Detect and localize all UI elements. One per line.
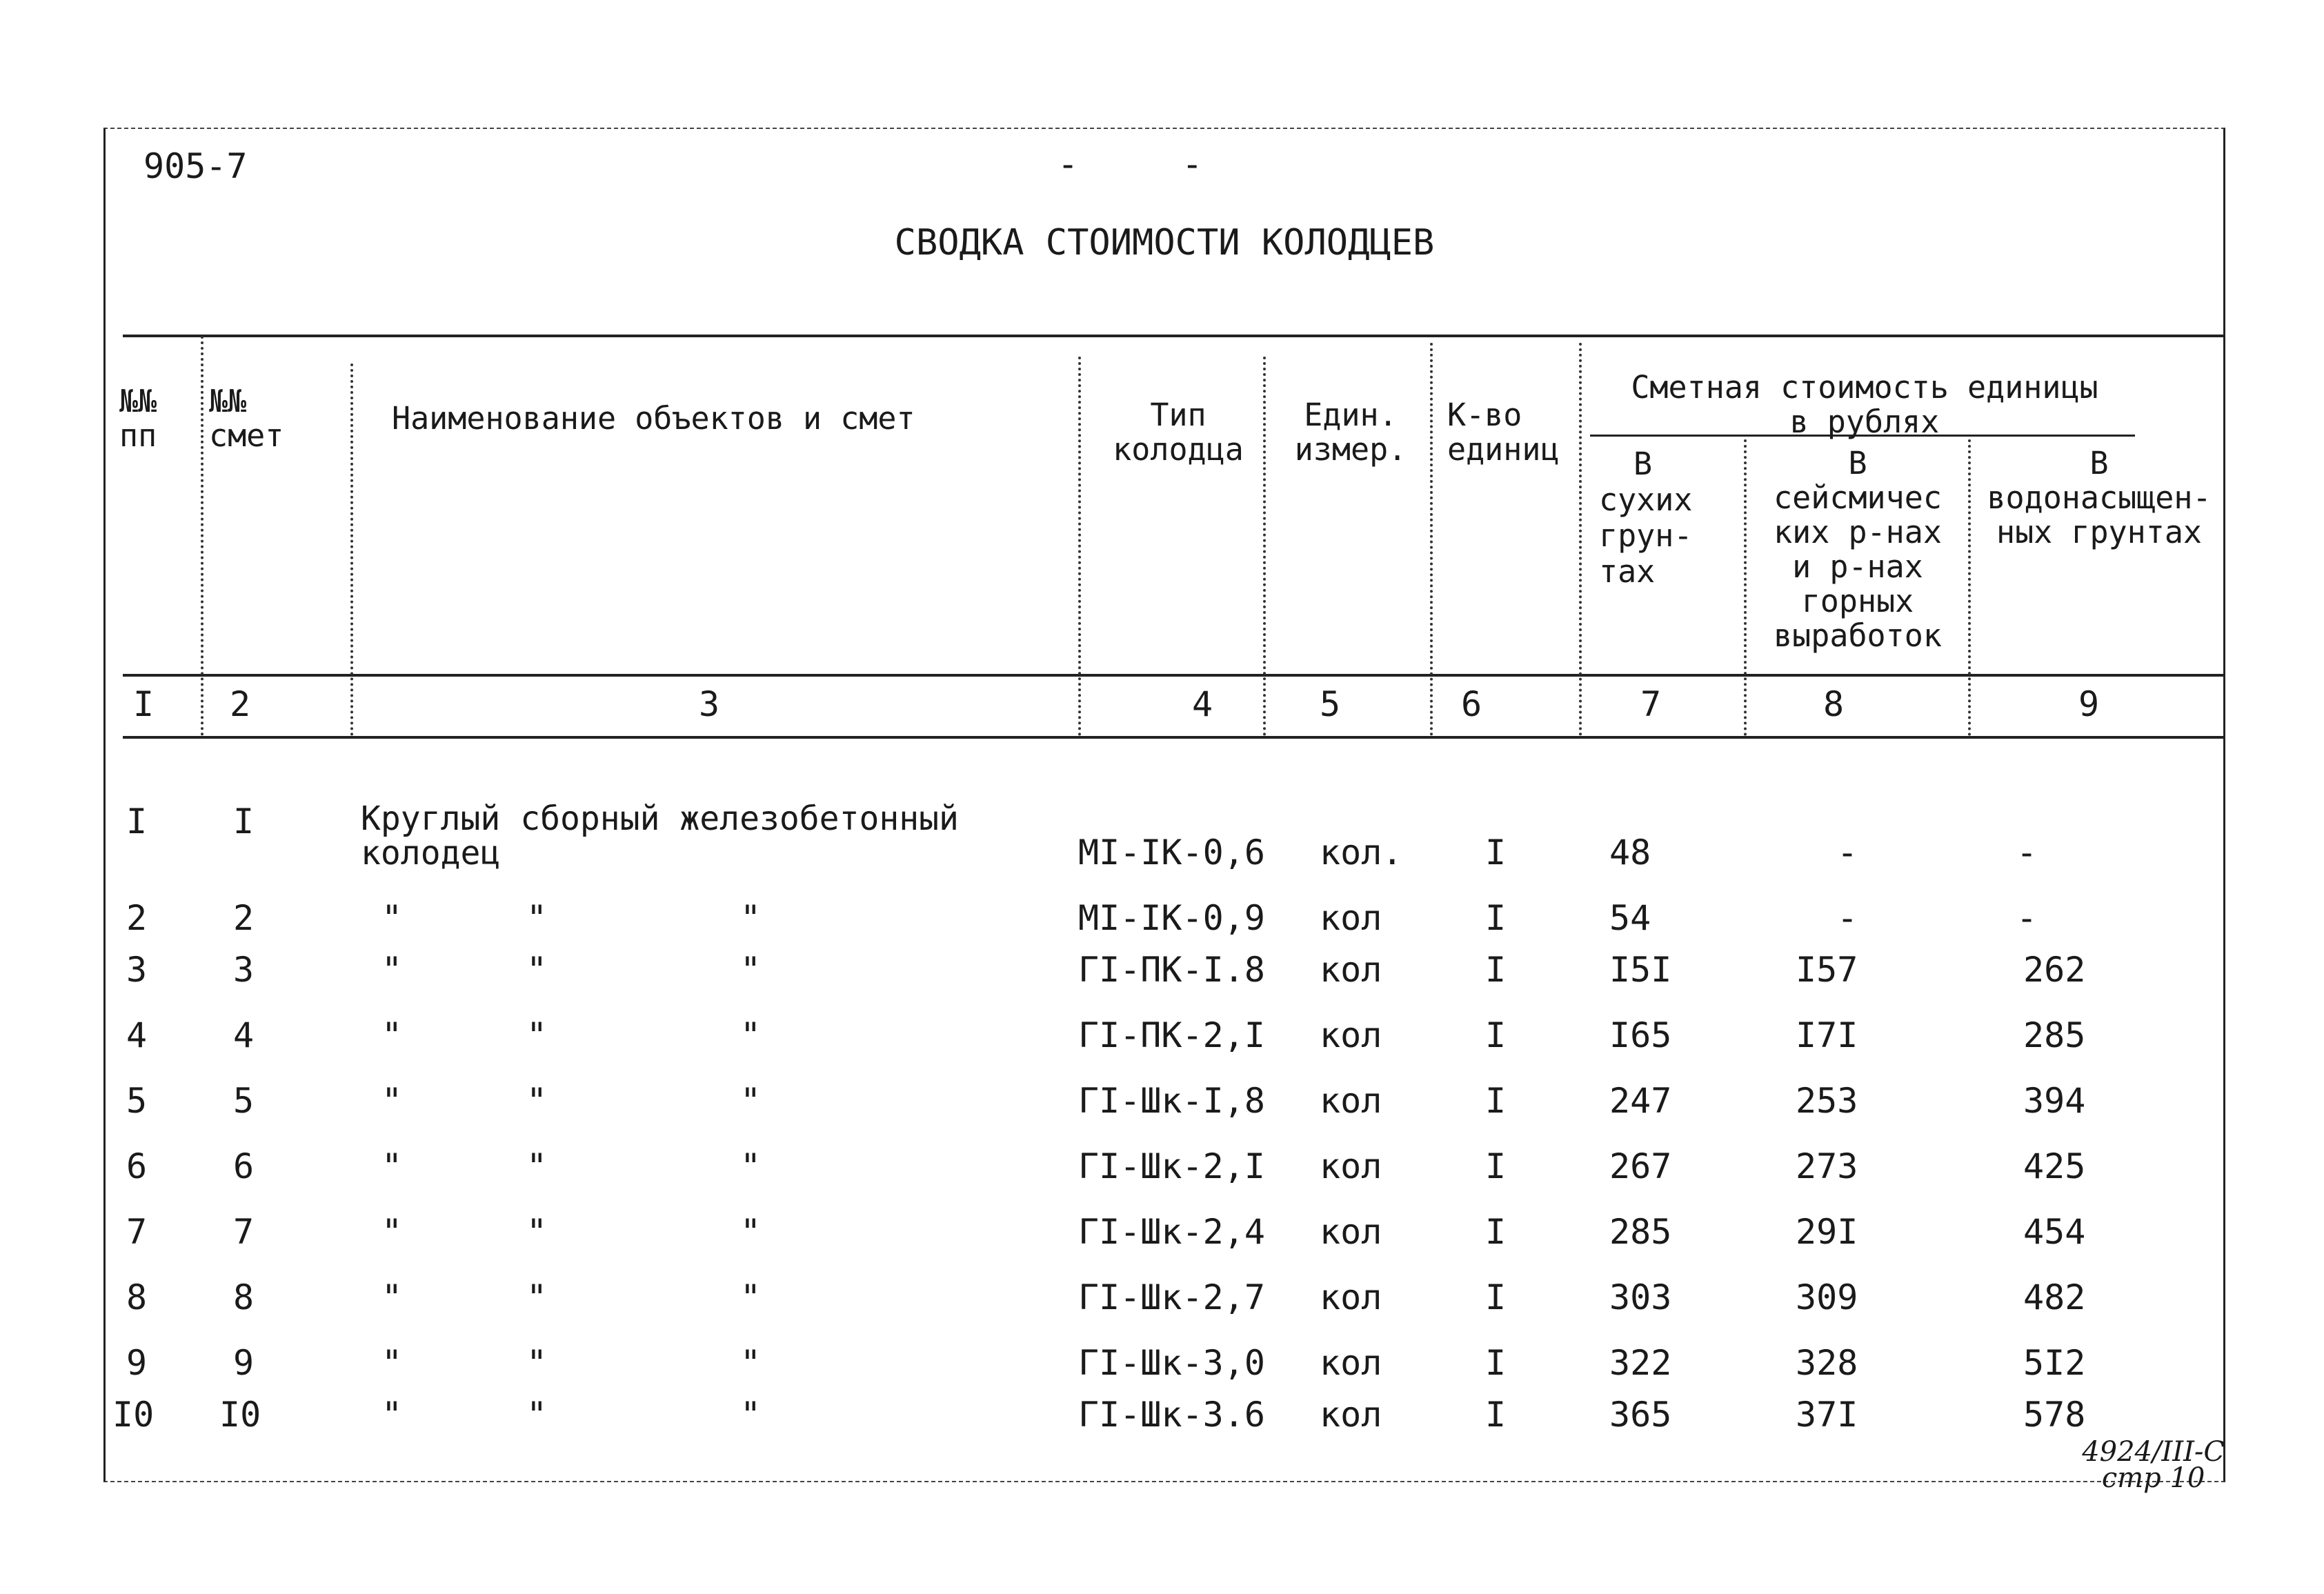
cost-dry: I65 bbox=[1609, 1015, 1672, 1055]
ditto-mark: " bbox=[740, 1343, 762, 1383]
ditto-mark: " bbox=[381, 950, 403, 990]
table-row bbox=[106, 799, 2223, 873]
ditto-mark: " bbox=[740, 1212, 762, 1252]
cost-wet: 482 bbox=[2023, 1277, 2086, 1317]
table-row bbox=[106, 1395, 2223, 1443]
cost-seismic: 37I bbox=[1796, 1395, 1858, 1435]
cost-seismic: 309 bbox=[1796, 1277, 1858, 1317]
quantity: I bbox=[1485, 950, 1507, 990]
ditto-mark: " bbox=[381, 898, 403, 938]
document-sheet bbox=[103, 128, 2225, 1494]
row-number: I bbox=[126, 801, 148, 841]
unit: кол. bbox=[1320, 833, 1403, 873]
cost-seismic: I7I bbox=[1796, 1015, 1858, 1055]
quantity: I bbox=[1485, 898, 1507, 938]
table-row bbox=[106, 1343, 2223, 1391]
column-number: 2 bbox=[230, 684, 251, 724]
table-row bbox=[106, 950, 2223, 998]
cost-seismic: 29I bbox=[1796, 1212, 1858, 1252]
header-dashes: - - bbox=[1057, 144, 1244, 184]
estimate-number: 9 bbox=[233, 1343, 255, 1383]
cost-dry: 285 bbox=[1609, 1212, 1672, 1252]
ditto-mark: " bbox=[526, 1146, 548, 1186]
ditto-mark: " bbox=[526, 950, 548, 990]
ditto-mark: " bbox=[526, 1343, 548, 1383]
ditto-mark: " bbox=[740, 1081, 762, 1121]
well-type: ГI-ПК-2,I bbox=[1078, 1015, 1265, 1055]
ditto-mark: " bbox=[740, 1146, 762, 1186]
cost-wet: - bbox=[2016, 898, 2038, 938]
col-separator bbox=[1744, 439, 1747, 736]
cost-dry: I5I bbox=[1609, 950, 1672, 990]
ditto-mark: " bbox=[740, 1277, 762, 1317]
cost-seismic: 328 bbox=[1796, 1343, 1858, 1383]
table-row bbox=[106, 898, 2223, 946]
cost-wet: - bbox=[2016, 833, 2038, 873]
table-row bbox=[106, 1015, 2223, 1064]
table-top-rule bbox=[123, 335, 2223, 337]
col-separator bbox=[1263, 357, 1266, 736]
well-type: ГI-Шк-3,0 bbox=[1078, 1343, 1265, 1383]
estimate-number: 2 bbox=[233, 898, 255, 938]
row-number: 6 bbox=[126, 1146, 148, 1186]
sheet-stamp: 4924/III-С стр 10 bbox=[2082, 1436, 2225, 1494]
ditto-mark: " bbox=[381, 1081, 403, 1121]
object-name: Круглый сборный железобетонный колодец bbox=[361, 799, 959, 873]
well-type: ГI-Шк-3.6 bbox=[1078, 1395, 1265, 1435]
cost-seismic: - bbox=[1837, 898, 1858, 938]
cost-dry: 365 bbox=[1609, 1395, 1672, 1435]
cost-dry: 267 bbox=[1609, 1146, 1672, 1186]
column-number: 9 bbox=[2078, 684, 2100, 724]
ditto-mark: " bbox=[526, 1277, 548, 1317]
column-number: 8 bbox=[1823, 684, 1845, 724]
cost-seismic: 253 bbox=[1796, 1081, 1858, 1121]
ditto-mark: " bbox=[526, 1081, 548, 1121]
ditto-mark: " bbox=[381, 1212, 403, 1252]
cost-dry: 247 bbox=[1609, 1081, 1672, 1121]
estimate-number: I bbox=[233, 801, 255, 841]
cost-seismic: - bbox=[1837, 833, 1858, 873]
column-number: I bbox=[133, 684, 155, 724]
column-number: 4 bbox=[1192, 684, 1213, 724]
well-type: ГI-Шк-2,I bbox=[1078, 1146, 1265, 1186]
unit: кол bbox=[1320, 1081, 1382, 1121]
row-number: 4 bbox=[126, 1015, 148, 1055]
ditto-mark: " bbox=[526, 898, 548, 938]
header-water-saturated: В водонасыщен- ных грунтах bbox=[1987, 445, 2212, 550]
unit: кол bbox=[1320, 1395, 1382, 1435]
table-row bbox=[106, 1146, 2223, 1195]
row-number: 2 bbox=[126, 898, 148, 938]
col-separator bbox=[1968, 439, 1971, 736]
ditto-mark: " bbox=[740, 898, 762, 938]
estimate-number: 8 bbox=[233, 1277, 255, 1317]
row-number: I0 bbox=[112, 1395, 155, 1435]
unit: кол bbox=[1320, 898, 1382, 938]
unit: кол bbox=[1320, 1146, 1382, 1186]
cost-wet: 5I2 bbox=[2023, 1343, 2086, 1383]
unit: кол bbox=[1320, 1212, 1382, 1252]
estimate-number: 3 bbox=[233, 950, 255, 990]
ditto-mark: " bbox=[381, 1395, 403, 1435]
header-well-type: Тип колодца bbox=[1113, 397, 1244, 468]
cost-wet: 262 bbox=[2023, 950, 2086, 990]
column-number: 6 bbox=[1461, 684, 1482, 724]
header-dry-soils: В сухих грун- тах bbox=[1599, 446, 1693, 590]
well-type: ГI-ПК-I.8 bbox=[1078, 950, 1265, 990]
cost-seismic: I57 bbox=[1796, 950, 1858, 990]
unit: кол bbox=[1320, 950, 1382, 990]
quantity: I bbox=[1485, 1277, 1507, 1317]
row-number: 5 bbox=[126, 1081, 148, 1121]
cost-dry: 48 bbox=[1609, 833, 1651, 873]
column-number: 7 bbox=[1640, 684, 1662, 724]
estimate-number: 6 bbox=[233, 1146, 255, 1186]
column-number-rule bbox=[123, 736, 2223, 739]
col-separator bbox=[201, 336, 203, 736]
row-number: 7 bbox=[126, 1212, 148, 1252]
estimate-number: 7 bbox=[233, 1212, 255, 1252]
well-type: ГI-Шк-I,8 bbox=[1078, 1081, 1265, 1121]
cost-seismic: 273 bbox=[1796, 1146, 1858, 1186]
header-estimate-number: №№ смет bbox=[209, 383, 284, 454]
quantity: I bbox=[1485, 1081, 1507, 1121]
header-unit: Един. измер. bbox=[1294, 397, 1407, 468]
row-number: 8 bbox=[126, 1277, 148, 1317]
ditto-mark: " bbox=[740, 950, 762, 990]
unit: кол bbox=[1320, 1277, 1382, 1317]
estimate-number: 5 bbox=[233, 1081, 255, 1121]
unit: кол bbox=[1320, 1343, 1382, 1383]
col-separator bbox=[1430, 343, 1433, 736]
cost-wet: 425 bbox=[2023, 1146, 2086, 1186]
header-bottom-rule bbox=[123, 674, 2223, 677]
ditto-mark: " bbox=[526, 1395, 548, 1435]
well-type: ГI-Шк-2,7 bbox=[1078, 1277, 1265, 1317]
header-seismic-areas: В сейсмичес ких р-нах и р-нах горных выработок bbox=[1774, 445, 1942, 654]
ditto-mark: " bbox=[381, 1343, 403, 1383]
cost-dry: 322 bbox=[1609, 1343, 1672, 1383]
quantity: I bbox=[1485, 1212, 1507, 1252]
estimate-number: 4 bbox=[233, 1015, 255, 1055]
quantity: I bbox=[1485, 1146, 1507, 1186]
document-code: 905-7 bbox=[143, 146, 248, 186]
well-type: МI-IK-0,6 bbox=[1078, 833, 1265, 873]
header-quantity: К-во единиц bbox=[1447, 397, 1560, 468]
unit: кол bbox=[1320, 1015, 1382, 1055]
header-row-number: №№ пп bbox=[119, 383, 157, 454]
ditto-mark: " bbox=[381, 1277, 403, 1317]
ditto-mark: " bbox=[740, 1015, 762, 1055]
quantity: I bbox=[1485, 833, 1507, 873]
col-separator bbox=[1078, 357, 1081, 736]
cost-wet: 454 bbox=[2023, 1212, 2086, 1252]
column-number: 3 bbox=[699, 684, 720, 724]
quantity: I bbox=[1485, 1015, 1507, 1055]
col-separator bbox=[350, 363, 353, 736]
header-object-name: Наименование объектов и смет bbox=[392, 400, 915, 437]
table-row bbox=[106, 1277, 2223, 1326]
col-separator bbox=[1579, 343, 1582, 736]
quantity: I bbox=[1485, 1343, 1507, 1383]
table-row bbox=[106, 1212, 2223, 1260]
ditto-mark: " bbox=[381, 1015, 403, 1055]
page-title: СВОДКА СТОИМОСТИ КОЛОДЦЕВ bbox=[894, 222, 1435, 263]
table-row bbox=[106, 1081, 2223, 1129]
cost-dry: 303 bbox=[1609, 1277, 1672, 1317]
quantity: I bbox=[1485, 1395, 1507, 1435]
well-type: ГI-Шк-2,4 bbox=[1078, 1212, 1265, 1252]
header-cost-group: Сметная стоимость единицы в рублях bbox=[1631, 369, 2098, 440]
cost-dry: 54 bbox=[1609, 898, 1651, 938]
row-number: 9 bbox=[126, 1343, 148, 1383]
ditto-mark: " bbox=[740, 1395, 762, 1435]
ditto-mark: " bbox=[381, 1146, 403, 1186]
cost-wet: 394 bbox=[2023, 1081, 2086, 1121]
column-number: 5 bbox=[1320, 684, 1341, 724]
cost-wet: 285 bbox=[2023, 1015, 2086, 1055]
estimate-number: I0 bbox=[219, 1395, 261, 1435]
ditto-mark: " bbox=[526, 1015, 548, 1055]
ditto-mark: " bbox=[526, 1212, 548, 1252]
cost-wet: 578 bbox=[2023, 1395, 2086, 1435]
row-number: 3 bbox=[126, 950, 148, 990]
well-type: МI-IK-0,9 bbox=[1078, 898, 1265, 938]
